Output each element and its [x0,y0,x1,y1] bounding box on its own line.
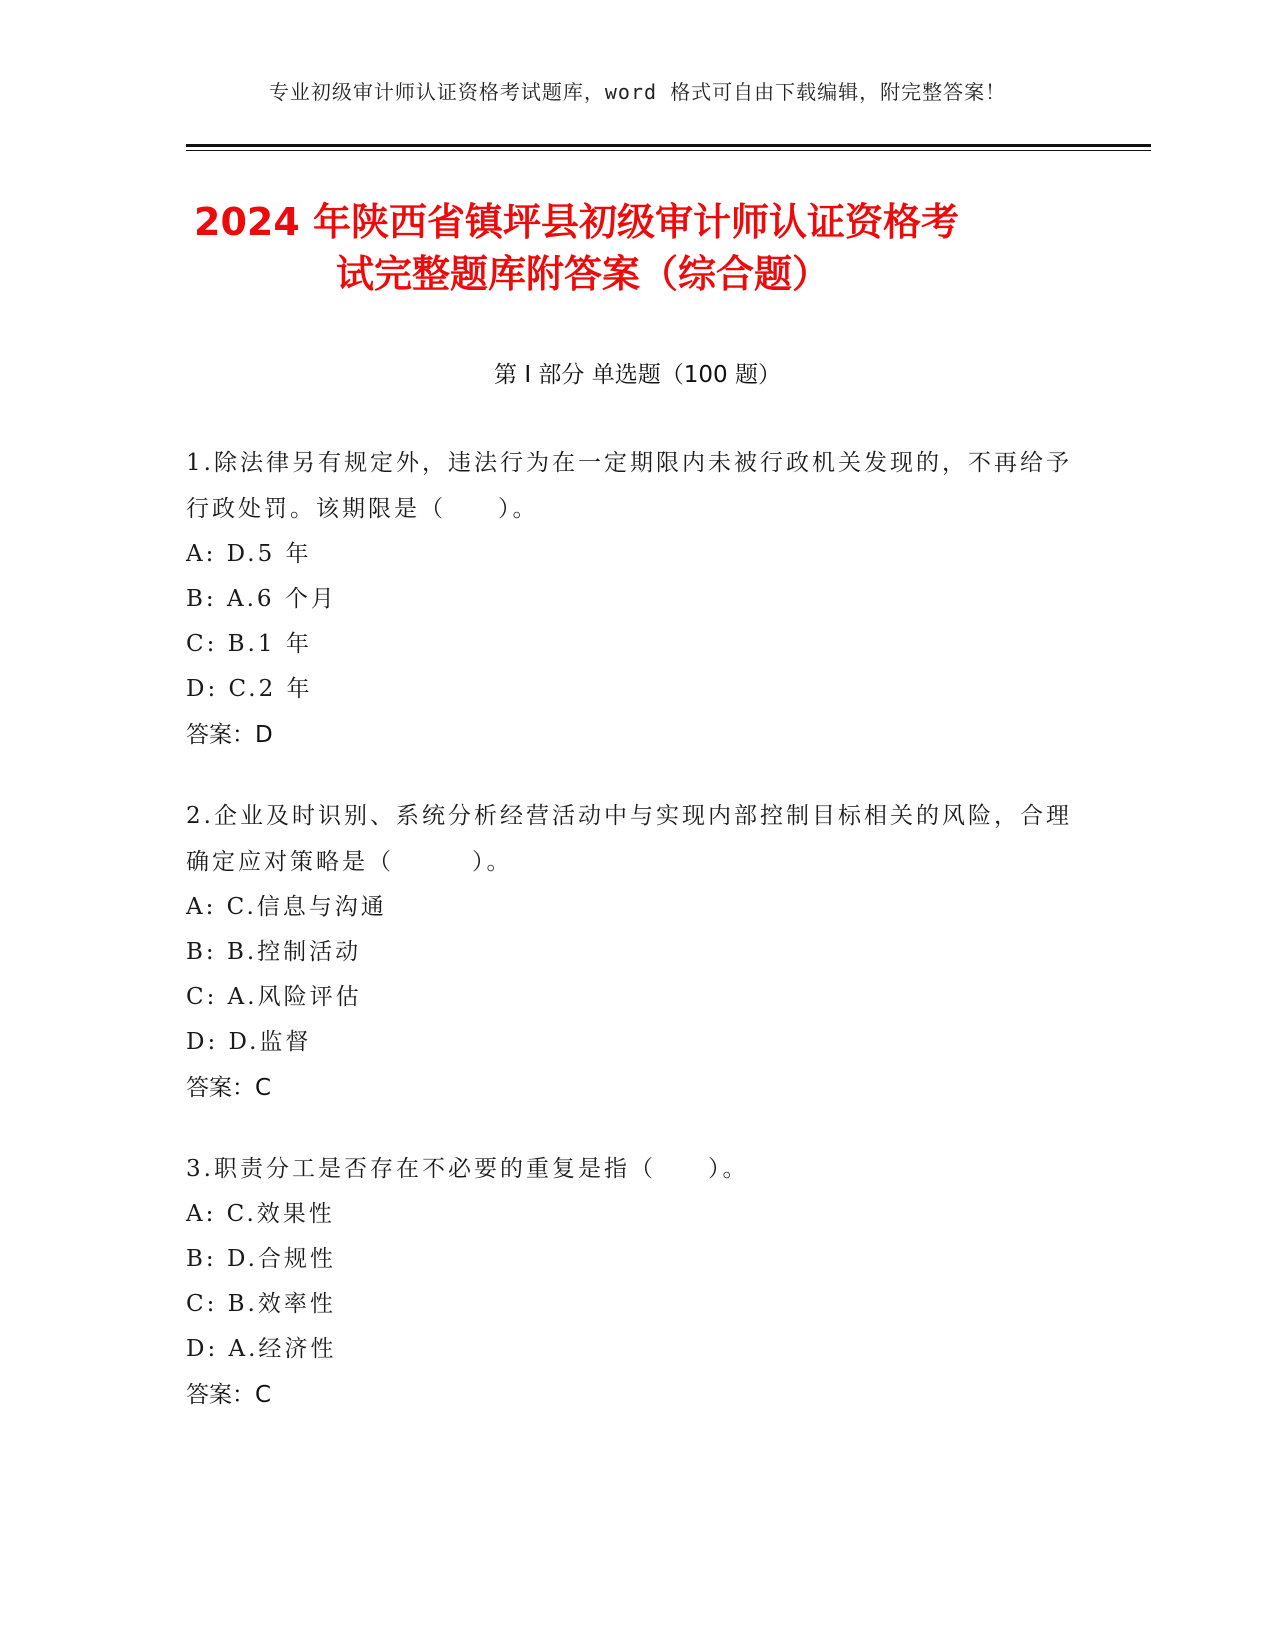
answer-line: 答案：C [186,1382,272,1408]
question-3 [186,1146,1076,1418]
question-stem: 2.企业及时识别、系统分析经营活动中与实现内部控制目标相关的风险，合理确定应对策略是（ ）。 [186,803,1072,875]
option-a: A: C.效果性 [186,1201,335,1227]
option-b: B: D.合规性 [186,1246,336,1272]
answer-line: 答案：D [186,722,273,748]
header-rule-thin [186,150,1151,151]
document-title [186,196,1086,300]
question-stem: 3.职责分工是否存在不必要的重复是指（ ）。 [186,1156,749,1182]
title-line-2: 试完整题库附答案（综合题） [336,252,831,296]
option-a: A: C.信息与沟通 [186,894,387,920]
title-line-1: 2024 年陕西省镇坪县初级审计师认证资格考 [194,200,959,244]
section-heading: 第 I 部分 单选题（100 题） [494,362,781,388]
option-c: C: A.风险评估 [186,984,362,1010]
header-note: 专业初级审计师认证资格考试题库，word 格式可自由下载编辑，附完整答案！ [268,80,1007,104]
answer-line: 答案：C [186,1075,272,1101]
question-2 [186,793,1076,1111]
question-1 [186,440,1076,758]
option-a: A: D.5 年 [186,541,312,567]
option-b: B: B.控制活动 [186,939,362,965]
option-c: C: B.效率性 [186,1291,336,1317]
option-b: B: A.6 个月 [186,586,337,612]
question-stem: 1.除法律另有规定外，违法行为在一定期限内未被行政机关发现的，不再给予行政处罚。该期限是（ ）。 [186,450,1072,522]
header-rule-thick [186,144,1151,147]
option-c: C: B.1 年 [186,631,312,657]
option-d: D: C.2 年 [186,676,313,702]
option-d: D: A.经济性 [186,1336,337,1362]
option-d: D: D.监督 [186,1029,312,1055]
question-list [186,440,1076,1453]
